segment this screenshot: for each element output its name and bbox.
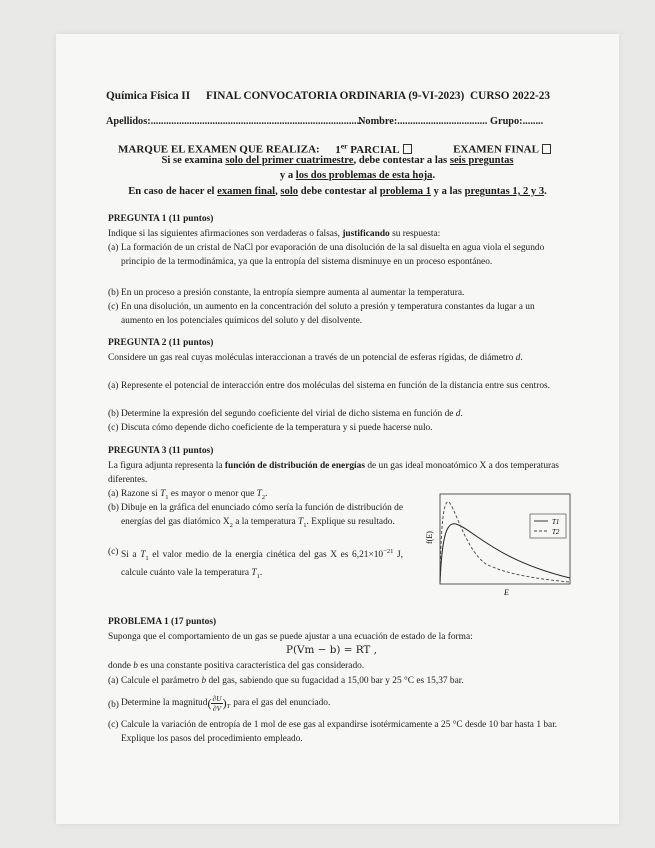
question-3-item-b: (b) Dibuje en la gráfica del enunciado cómo sería la función de distribución de energías del gas diatómico $X_2$ a la temperatura $T_1$. Explique su resultado. bbox=[108, 503, 403, 529]
graph-legend bbox=[530, 514, 566, 538]
question-2-intro: Considere un gas real cuyas moléculas interaccionan a través de un potencial de esferas rígidas, de diámetro d. bbox=[108, 353, 523, 363]
question-3-item-a: (a) Razone si $T_1$ es mayor o menor que $T_2$. bbox=[108, 489, 268, 501]
problem-1-item-c: (c) Calcule la variación de entropía de 1 mol de ese gas al expandirse isotérmicamente a 25 °C desde 10 bar hasta 1 bar. Explique los pasos del procedimiento empleado. bbox=[108, 720, 558, 744]
checkbox-final[interactable] bbox=[542, 144, 551, 154]
problem-1-item-a: (a) Calcule el parámetro b del gas, sabiendo que su fugacidad a 15,00 bar y 25 °C es 15,37 bar. bbox=[108, 676, 464, 686]
question-3-item-c: (c) Si a $T_1$ el valor medio de la energía cinética del gas X es $6,21\times 10^{-21}$ J, calcule cuánto vale la temperatura $T_1$. bbox=[108, 547, 403, 580]
question-1-item-a: (a) La formación de un cristal de NaCl por evaporación de una disolución de la sal disuelta en agua viola el segundo principio de la termodinámica, ya que la entropía del sistema disminuye en un proceso espontáneo. bbox=[108, 243, 545, 267]
checkbox-parcial[interactable] bbox=[403, 144, 412, 154]
course-name: Química Física II bbox=[106, 90, 191, 102]
exam-title: FINAL CONVOCATORIA ORDINARIA (9-VI-2023) bbox=[206, 90, 465, 102]
question-2-title: PREGUNTA 2 (11 puntos) bbox=[108, 338, 214, 348]
course-year: CURSO 2022-23 bbox=[470, 90, 551, 102]
instruction-line-3: y a los dos problemas de esta hoja. bbox=[279, 170, 436, 181]
legend-label-t1: T1 bbox=[552, 518, 560, 526]
question-1-item-c: (c) En una disolución, un aumento en la concentración del soluto a presión y temperatura constantes da lugar a un aumento en los potenciales químicos del soluto y del disolvente. bbox=[108, 302, 535, 326]
problem-1-title: PROBLEMA 1 (17 puntos) bbox=[108, 617, 217, 627]
question-1-intro: Indique si las siguientes afirmaciones son verdaderas o falsas, justificando su respuesta: bbox=[108, 229, 441, 239]
question-2-item-a: (a) Represente el potencial de interacción entre dos moléculas del sistema en función de la distancia entre sus centros. bbox=[108, 381, 551, 391]
grupo-field[interactable]: Grupo:........ bbox=[490, 116, 544, 127]
option-parcial-label: 1er PARCIAL bbox=[335, 141, 400, 156]
exam-sheet bbox=[56, 34, 619, 824]
instruction-line-2: Si se examina solo del primer cuatrimestre, debe contestar a las seis preguntas bbox=[161, 155, 514, 166]
derivative-fraction: ∂U ∂V bbox=[212, 693, 222, 713]
problem-1-where: donde b es una constante positiva característica del gas considerado. bbox=[108, 661, 365, 671]
mark-exam-label: MARQUE EL EXAMEN QUE REALIZA: bbox=[118, 143, 320, 156]
legend-label-t2: T2 bbox=[552, 528, 560, 536]
question-3-intro: La figura adjunta representa la función de distribución de energías de un gas ideal monoatómico X a dos temperaturas diferentes. bbox=[108, 461, 559, 486]
question-1-title: PREGUNTA 1 (11 puntos) bbox=[108, 214, 214, 224]
problem-1-intro: Suponga que el comportamiento de un gas se puede ajustar a una ecuación de estado de la forma: bbox=[108, 632, 473, 642]
derivative-open-paren: ( bbox=[207, 696, 212, 710]
derivative-close-paren: ) bbox=[222, 696, 227, 710]
nombre-field[interactable]: Nombre:................................... bbox=[358, 116, 488, 127]
option-final-label: EXAMEN FINAL bbox=[453, 143, 539, 156]
equation-of-state: P(Vm − b) = RT , bbox=[286, 644, 377, 656]
question-2-item-c: (c) Discuta cómo depende dicho coeficiente de la temperatura y si puede hacerse nulo. bbox=[108, 423, 433, 433]
apellidos-field[interactable]: Apellidos:.................................................................................. bbox=[106, 116, 362, 127]
question-1-item-b: (b) En un proceso a presión constante, la entropía siempre aumenta al aumentar la temperatura. bbox=[108, 288, 465, 298]
graph-xlabel: E bbox=[504, 588, 509, 597]
exam-choice-row bbox=[118, 141, 551, 156]
graph-ylabel: f(E) bbox=[425, 531, 434, 544]
question-3-title: PREGUNTA 3 (11 puntos) bbox=[108, 446, 214, 456]
instruction-line-4: En caso de hacer el examen final, solo debe contestar al problema 1 y a las preguntas 1, 2 y 3. bbox=[128, 186, 547, 197]
question-2-item-b: (b) Determine la expresión del segundo coeficiente del virial de dicho sistema en función de d. bbox=[108, 409, 463, 419]
energy-distribution-graph bbox=[426, 490, 576, 598]
problem-1-item-b: (b) Determine la magnitud ( ∂U ∂V ) $_T$ para el gas del enunciado. bbox=[108, 693, 331, 713]
graph-frame bbox=[440, 494, 570, 584]
